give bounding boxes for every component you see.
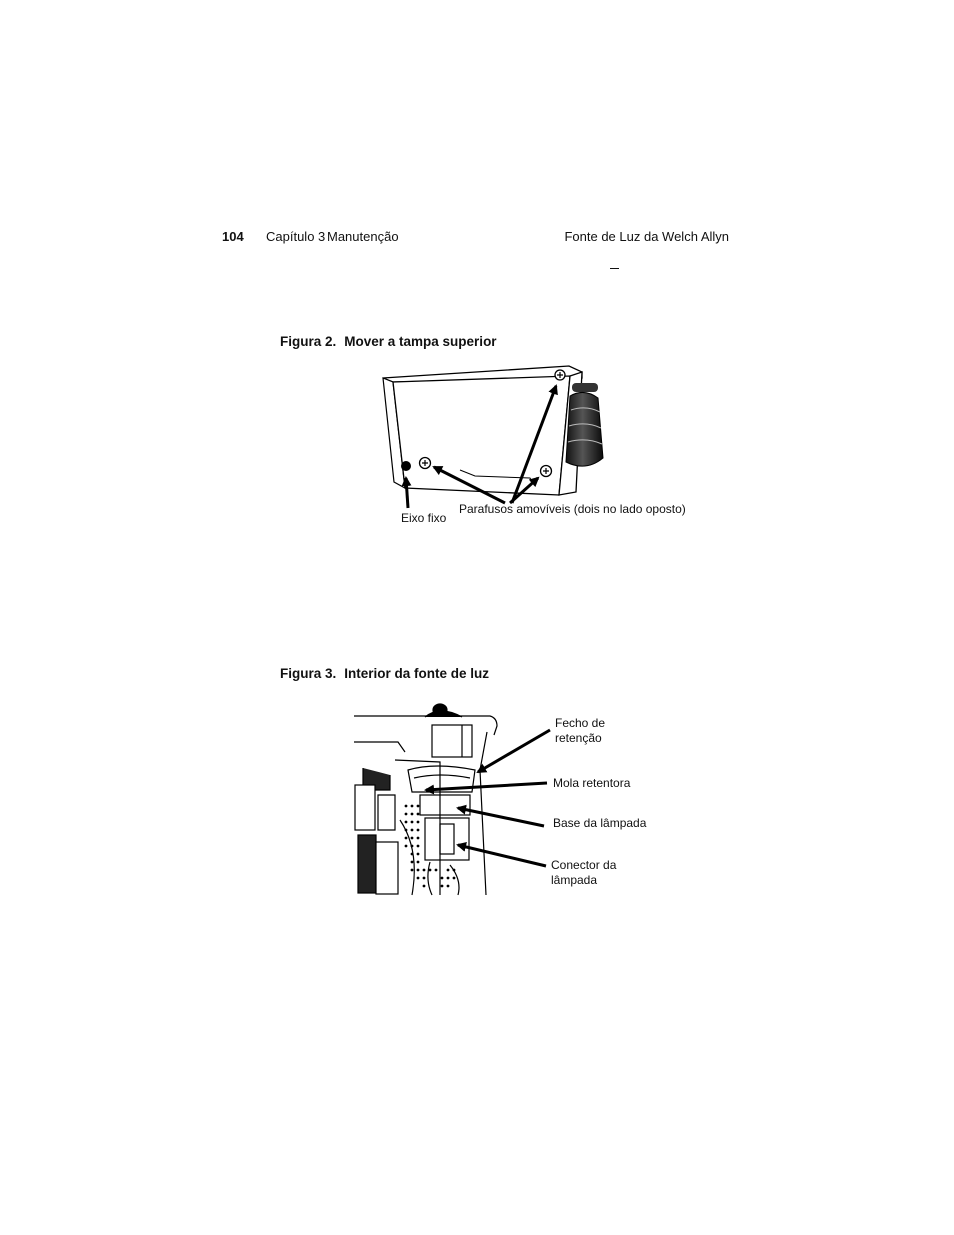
chapter-label: Capítulo 3	[266, 229, 326, 244]
lamp-interior	[354, 704, 497, 895]
page-number: 104	[222, 229, 244, 244]
label-lamp-connector: Conector da lâmpada	[551, 858, 617, 887]
figure-2-title: Mover a tampa superior	[344, 334, 497, 349]
label-retaining-spring: Mola retentora	[553, 776, 631, 790]
label-retention-latch: Fecho de retenção	[555, 716, 606, 745]
label-removable-screws: Parafusos amovíveis (dois no lado oposto)	[459, 502, 686, 516]
label-fixed-axis: Eixo fixo	[401, 511, 447, 525]
figure-3-title: Interior da fonte de luz	[344, 666, 490, 681]
figure-2-number: Figura 2.	[280, 334, 337, 349]
label-lamp-base: Base da lâmpada	[553, 816, 647, 830]
figure-3-number: Figura 3.	[280, 666, 337, 681]
product-title: Fonte de Luz da Welch Allyn	[564, 229, 729, 244]
section-label: Manutenção	[327, 229, 399, 244]
